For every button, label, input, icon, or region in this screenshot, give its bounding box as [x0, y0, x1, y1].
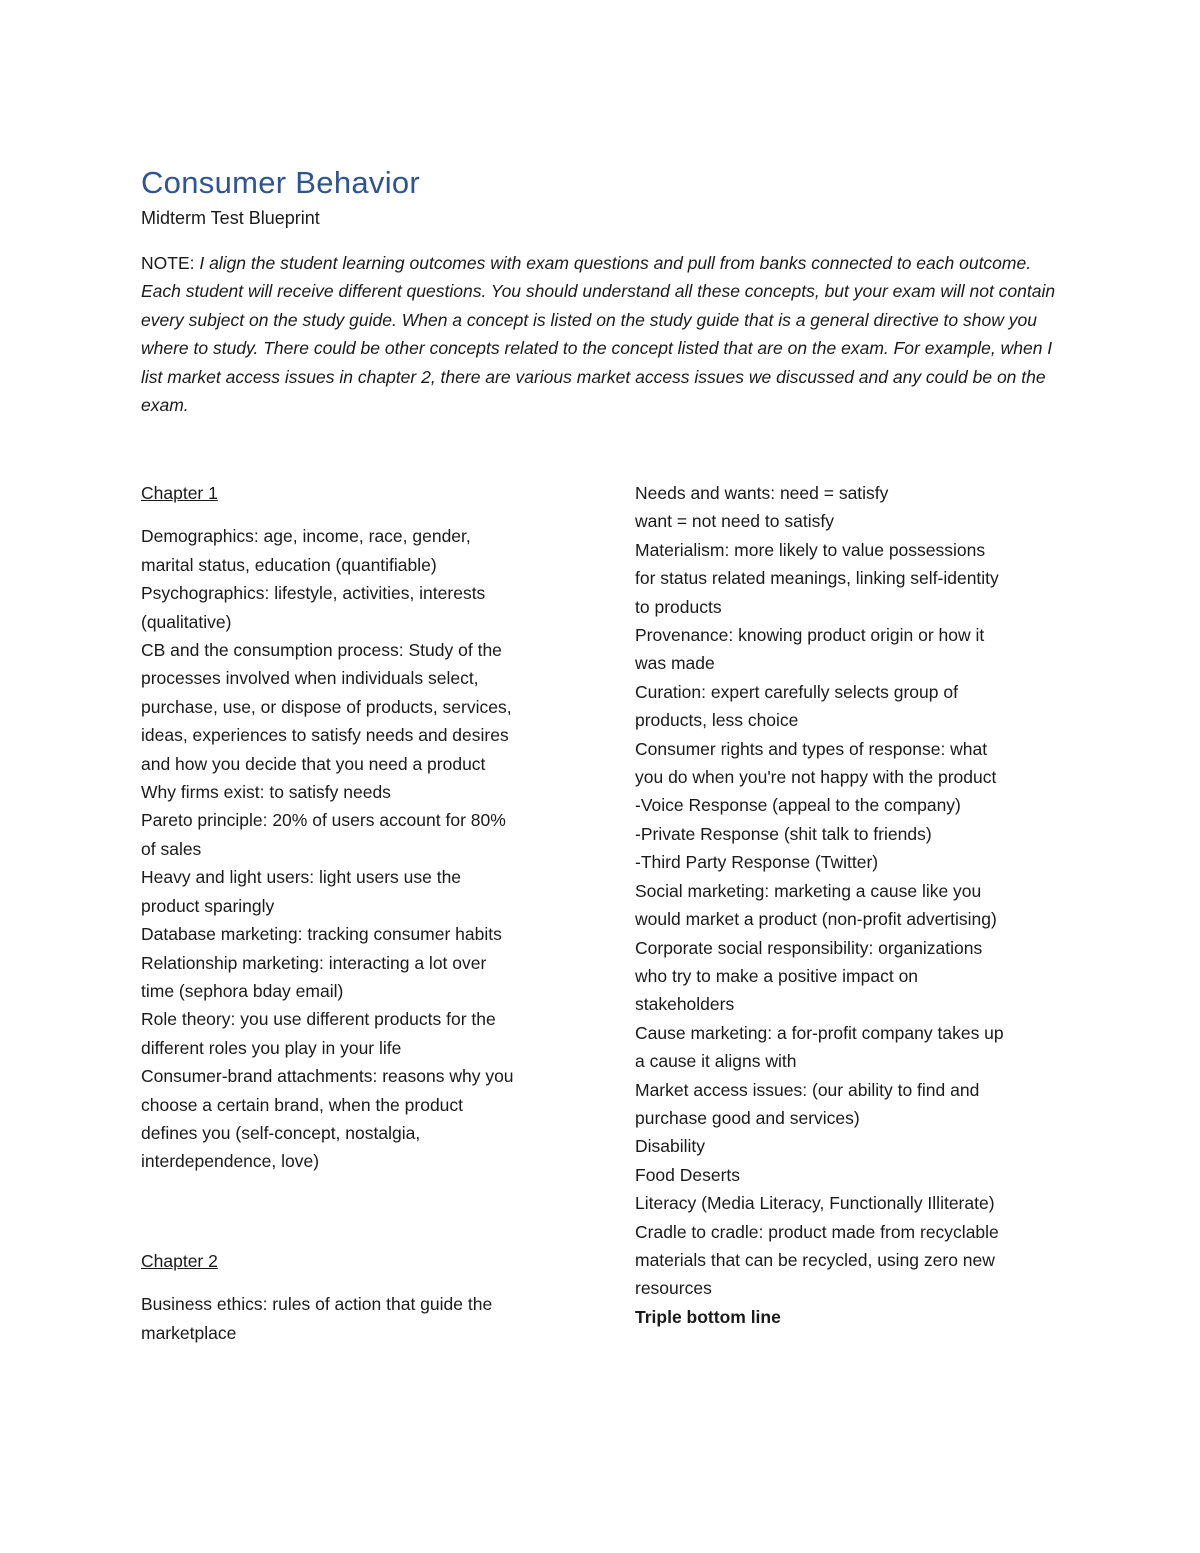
right-column-line: was made	[635, 653, 715, 674]
right-column-line: Consumer rights and types of response: what	[635, 738, 988, 759]
right-column-line: resources	[635, 1278, 712, 1299]
chapter-1-line: marital status, education (quantifiable)	[141, 554, 437, 575]
chapter-1-line: ideas, experiences to satisfy needs and desires	[141, 725, 509, 746]
right-column-line: Market access issues: (our ability to find and	[635, 1079, 980, 1100]
right-column-line: Social marketing: marketing a cause like you	[635, 880, 982, 901]
note-body: I align the student learning outcomes with exam questions and pull from banks connected to each outcome. Each student will receive different questions. You should understand all these concepts, but your exam will not contain every subject on the study guide. When a concept is listed on the study guide that is a general directive to show you where to study. There could be other concepts related to the concept listed that are on the exam. For example, when I list market access issues in chapter 2, there are various market access issues we discussed and any could be on the exam.	[141, 253, 1056, 416]
document-title: Consumer Behavior	[141, 165, 421, 200]
right-column-line: Corporate social responsibility: organizations	[635, 937, 983, 958]
chapter-1-line: and how you decide that you need a product	[141, 753, 486, 774]
right-column-line: to products	[635, 596, 722, 617]
right-column-line: for status related meanings, linking self-identity	[635, 568, 999, 589]
chapter-1-content	[141, 522, 571, 1175]
right-column-line: Materialism: more likely to value possessions	[635, 539, 986, 560]
note-lead: NOTE:	[141, 253, 200, 273]
chapter-1-line: time (sephora bday email)	[141, 980, 344, 1001]
chapter-2-heading: Chapter 2	[141, 1250, 218, 1271]
chapter-1-heading: Chapter 1	[141, 483, 218, 503]
chapter-1-line: purchase, use, or dispose of products, services,	[141, 696, 512, 717]
right-column-content	[635, 479, 1065, 1303]
chapter-1-line: processes involved when individuals select,	[141, 668, 479, 689]
right-column-line: you do when you're not happy with the product	[635, 767, 997, 788]
document-subtitle: Midterm Test Blueprint	[141, 208, 320, 228]
right-column-line: who try to make a positive impact on	[635, 965, 919, 986]
right-column-line: want = not need to satisfy	[635, 511, 834, 532]
right-column-line: Needs and wants: need = satisfy	[635, 483, 889, 503]
right-column-line: purchase good and services)	[635, 1107, 860, 1128]
chapter-1-line: Role theory: you use different products for the	[141, 1009, 496, 1030]
chapter-1-line: Demographics: age, income, race, gender,	[141, 526, 471, 547]
chapter-1-line: Psychographics: lifestyle, activities, interests	[141, 583, 486, 604]
chapter-1-line: Heavy and light users: light users use the	[141, 867, 462, 888]
triple-bottom-line-term: Triple bottom line	[635, 1306, 781, 1327]
right-column-line: materials that can be recycled, using zero new	[635, 1249, 995, 1270]
right-column-line: a cause it aligns with	[635, 1051, 797, 1072]
chapter-1-line: of sales	[141, 838, 202, 859]
chapter-1-line: different roles you play in your life	[141, 1037, 402, 1058]
right-column-line: -Private Response (shit talk to friends)	[635, 823, 932, 844]
right-column-line: Literacy (Media Literacy, Functionally Illiterate)	[635, 1193, 995, 1214]
right-column-line: stakeholders	[635, 994, 735, 1015]
chapter-1-line: CB and the consumption process: Study of the	[141, 640, 502, 661]
note-paragraph	[141, 249, 1059, 419]
right-column-line: -Voice Response (appeal to the company)	[635, 795, 961, 816]
chapter-1-line: interdependence, love)	[141, 1151, 320, 1172]
chapter-1-line: product sparingly	[141, 895, 275, 916]
left-column	[141, 479, 571, 1347]
chapter-1-line: choose a certain brand, when the product	[141, 1094, 464, 1115]
chapter-1-line: defines you (self-concept, nostalgia,	[141, 1122, 421, 1143]
chapter-1-line: Pareto principle: 20% of users account for 80%	[141, 810, 506, 831]
chapter-1-line: Database marketing: tracking consumer habits	[141, 924, 502, 945]
chapter-1-line: Why firms exist: to satisfy needs	[141, 782, 391, 803]
chapter-2-line: marketplace	[141, 1322, 237, 1343]
right-column-line: Food Deserts	[635, 1164, 741, 1185]
right-column	[635, 479, 1065, 1331]
right-column-line: -Third Party Response (Twitter)	[635, 852, 879, 873]
right-column-line: Cradle to cradle: product made from recyclable	[635, 1221, 999, 1242]
right-column-line: Provenance: knowing product origin or how it	[635, 625, 985, 646]
right-column-line: Cause marketing: a for-profit company takes up	[635, 1022, 1004, 1043]
chapter-1-line: Relationship marketing: interacting a lot over	[141, 952, 487, 973]
right-column-line: Disability	[635, 1136, 706, 1157]
chapter-2-content	[141, 1290, 571, 1347]
chapter-1-line: (qualitative)	[141, 611, 232, 632]
chapter-2-line: Business ethics: rules of action that guide the	[141, 1294, 493, 1315]
right-column-line: Curation: expert carefully selects group of	[635, 681, 958, 702]
chapter-1-line: Consumer-brand attachments: reasons why you	[141, 1066, 514, 1087]
right-column-line: would market a product (non-profit advertising)	[635, 909, 997, 930]
right-column-line: products, less choice	[635, 710, 799, 731]
